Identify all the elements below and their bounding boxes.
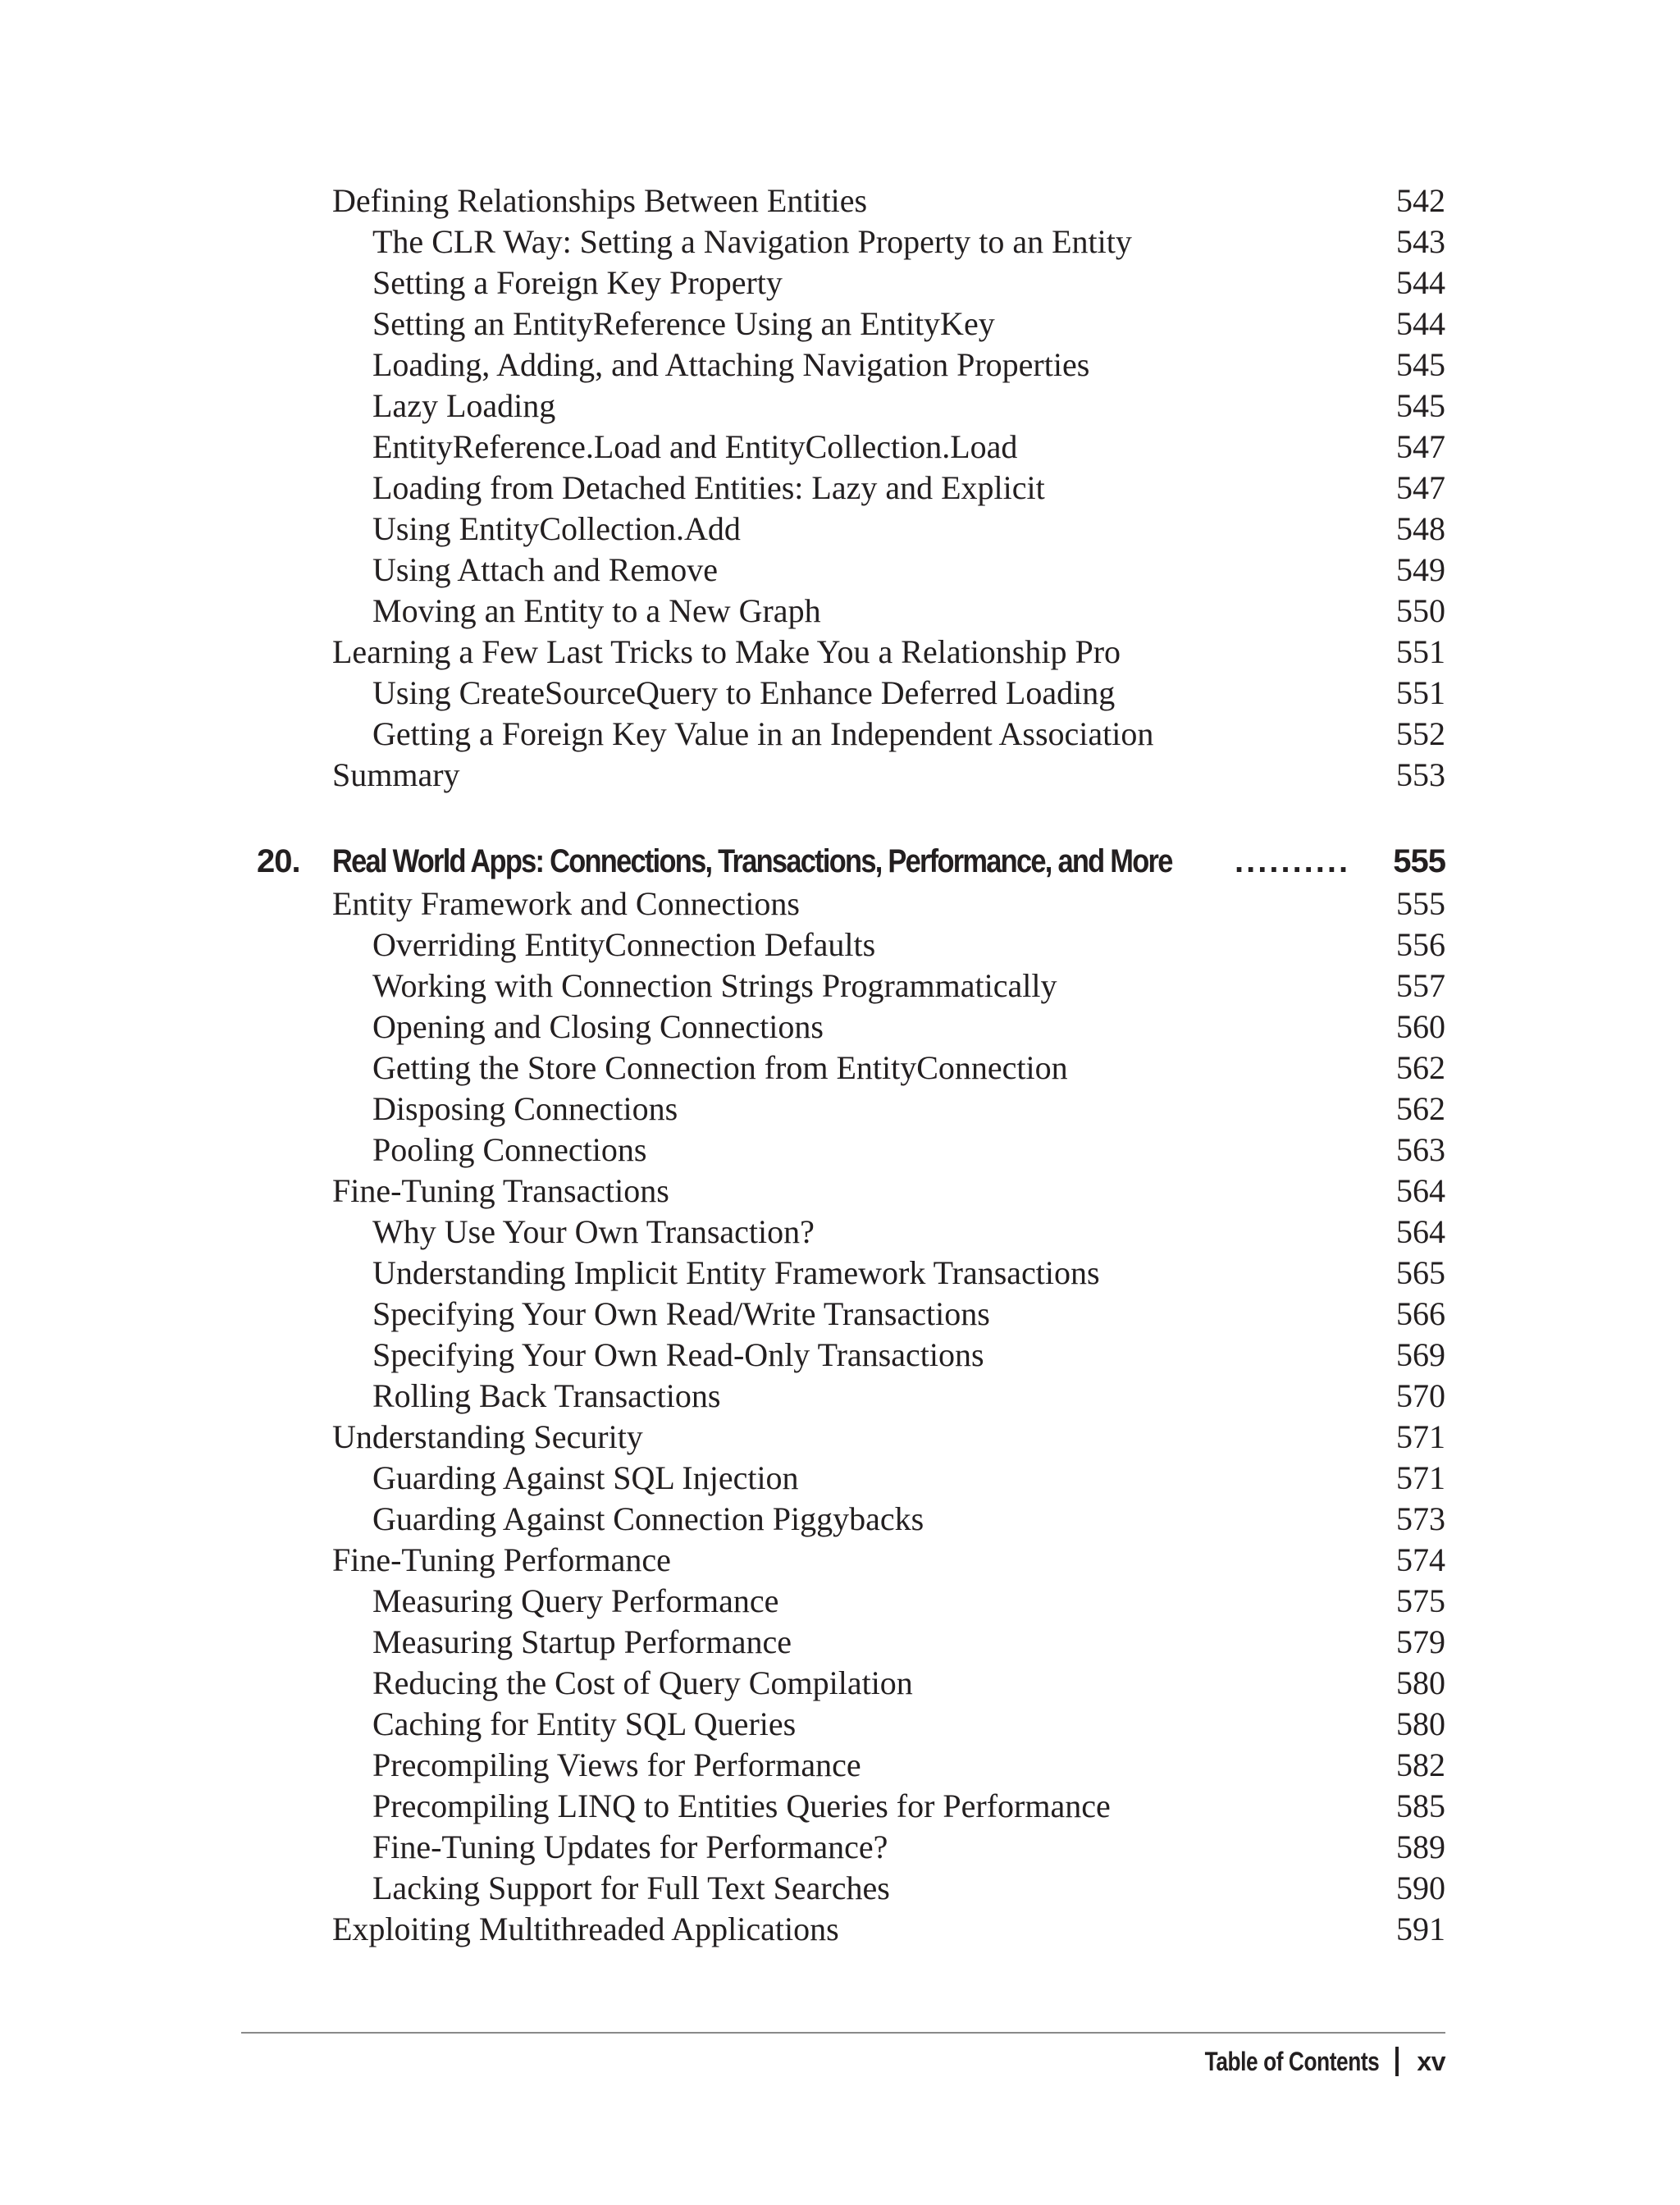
toc-entry-title: The CLR Way: Setting a Navigation Property to an Entity (372, 223, 1132, 260)
toc-entry-page: 571 (1396, 1459, 1445, 1496)
toc-entry-title: Caching for Entity SQL Queries (372, 1705, 797, 1742)
toc-entry-page: 580 (1396, 1664, 1445, 1701)
toc-entry[interactable] (0, 1417, 1680, 1458)
toc-entry-title: Loading from Detached Entities: Lazy and Explicit (372, 469, 1045, 506)
toc-entry-page: 589 (1396, 1828, 1445, 1865)
toc-section-a (0, 180, 1680, 796)
toc-entry-title: Overriding EntityConnection Defaults (372, 926, 876, 963)
chapter-heading (0, 838, 1680, 884)
toc-entry[interactable] (0, 262, 1680, 304)
toc-entry-title: Fine-Tuning Transactions (332, 1172, 669, 1209)
toc-entry-page: 543 (1396, 223, 1445, 260)
toc-entry-title: Getting the Store Connection from EntityConnection (372, 1049, 1068, 1086)
toc-entry-page: 553 (1396, 756, 1445, 793)
toc-entry-title: Exploiting Multithreaded Applications (332, 1911, 839, 1947)
toc-entry-page: 544 (1396, 264, 1445, 301)
toc-entry[interactable] (0, 1048, 1680, 1089)
toc-entry-page: 566 (1396, 1295, 1445, 1332)
toc-entry-title: Disposing Connections (372, 1090, 678, 1127)
toc-entry-page: 591 (1396, 1911, 1445, 1947)
toc-entry[interactable] (0, 966, 1680, 1007)
toc-entry[interactable] (0, 632, 1680, 673)
toc-entry-page: 550 (1396, 592, 1445, 629)
toc-entry-page: 565 (1396, 1254, 1445, 1291)
toc-entry-page: 547 (1396, 428, 1445, 465)
toc-entry-title: Using CreateSourceQuery to Enhance Deferred Loading (372, 674, 1116, 711)
toc-entry[interactable] (0, 591, 1680, 632)
toc-entry-title: EntityReference.Load and EntityCollection.Load (372, 428, 1018, 465)
toc-entry-title: Measuring Query Performance (372, 1582, 779, 1619)
toc-entry[interactable] (0, 1212, 1680, 1253)
toc-entry-title: Fine-Tuning Performance (332, 1541, 671, 1578)
toc-entry[interactable] (0, 1253, 1680, 1294)
toc-entry-page: 545 (1396, 346, 1445, 383)
toc-entry-title: Loading, Adding, and Attaching Navigation Properties (372, 346, 1090, 383)
toc-entry-page: 573 (1396, 1500, 1445, 1537)
toc-entry-title: Opening and Closing Connections (372, 1008, 824, 1045)
toc-entry[interactable] (0, 1458, 1680, 1499)
toc-entry[interactable] (0, 755, 1680, 796)
toc-entry[interactable] (0, 1130, 1680, 1171)
toc-entry-page: 547 (1396, 469, 1445, 506)
toc-entry[interactable] (0, 1171, 1680, 1212)
toc-entry-page: 571 (1396, 1418, 1445, 1455)
toc-entry[interactable] (0, 221, 1680, 262)
toc-entry[interactable] (0, 386, 1680, 427)
toc-section-b (0, 883, 1680, 1950)
toc-entry-page: 564 (1396, 1172, 1445, 1209)
toc-entry[interactable] (0, 304, 1680, 345)
running-footer (1166, 2041, 1445, 2082)
toc-entry-title: Understanding Implicit Entity Framework Transactions (372, 1254, 1100, 1291)
toc-entry-title: Using EntityCollection.Add (372, 510, 741, 547)
footer-page-number: xv (1417, 2047, 1445, 2076)
toc-entry-title: Setting a Foreign Key Property (372, 264, 783, 301)
toc-entry-title: Measuring Startup Performance (372, 1623, 792, 1660)
toc-entry-page: 551 (1396, 674, 1445, 711)
toc-entry[interactable] (0, 883, 1680, 924)
toc-entry-page: 557 (1396, 967, 1445, 1004)
toc-entry-page: 548 (1396, 510, 1445, 547)
toc-entry[interactable] (0, 924, 1680, 966)
toc-entry-page: 562 (1396, 1090, 1445, 1127)
toc-entry-page: 575 (1396, 1582, 1445, 1619)
toc-entry-title: Lazy Loading (372, 387, 556, 424)
toc-entry-title: Fine-Tuning Updates for Performance? (372, 1828, 888, 1865)
toc-entry-title: Guarding Against SQL Injection (372, 1459, 799, 1496)
toc-entry[interactable] (0, 1786, 1680, 1827)
toc-entry[interactable] (0, 1540, 1680, 1581)
toc-entry[interactable] (0, 1663, 1680, 1704)
toc-entry[interactable] (0, 1745, 1680, 1786)
toc-entry[interactable] (0, 1704, 1680, 1745)
toc-entry-title: Summary (332, 756, 460, 793)
toc-entry-page: 580 (1396, 1705, 1445, 1742)
toc-entry[interactable] (0, 1335, 1680, 1376)
toc-entry-page: 560 (1396, 1008, 1445, 1045)
toc-entry-title: Guarding Against Connection Piggybacks (372, 1500, 924, 1537)
toc-entry-title: Why Use Your Own Transaction? (372, 1213, 815, 1250)
toc-entry-title: Reducing the Cost of Query Compilation (372, 1664, 913, 1701)
toc-entry[interactable] (0, 180, 1680, 221)
toc-entry-page: 569 (1396, 1336, 1445, 1373)
toc-entry[interactable] (0, 1909, 1680, 1950)
chapter-leader-dots: .......... (1235, 843, 1351, 879)
footer-divider (241, 2032, 1445, 2034)
toc-entry[interactable] (0, 509, 1680, 550)
toc-entry[interactable] (0, 1622, 1680, 1663)
toc-entry-page: 544 (1396, 305, 1445, 342)
toc-entry[interactable] (0, 1007, 1680, 1048)
toc-entry-page: 542 (1396, 182, 1445, 219)
toc-entry-title: Precompiling LINQ to Entities Queries for Performance (372, 1787, 1111, 1824)
toc-entry-title: Using Attach and Remove (372, 551, 719, 588)
toc-entry-page: 585 (1396, 1787, 1445, 1824)
toc-entry-page: 555 (1396, 885, 1445, 922)
chapter-page-number: 555 (1393, 843, 1445, 879)
toc-entry-title: Setting an EntityReference Using an EntityKey (372, 305, 995, 342)
toc-entry-page: 579 (1396, 1623, 1445, 1660)
toc-entry-page: 563 (1396, 1131, 1445, 1168)
footer-separator (1395, 2047, 1399, 2076)
toc-entry-title: Working with Connection Strings Programmatically (372, 967, 1057, 1004)
toc-entry[interactable] (0, 1827, 1680, 1868)
toc-entry[interactable] (0, 550, 1680, 591)
toc-entry[interactable] (0, 1089, 1680, 1130)
toc-entry-title: Specifying Your Own Read/Write Transactions (372, 1295, 990, 1332)
toc-entry-page: 590 (1396, 1869, 1445, 1906)
toc-entry-title: Learning a Few Last Tricks to Make You a Relationship Pro (332, 633, 1121, 670)
toc-entry[interactable] (0, 1868, 1680, 1909)
toc-entry-page: 556 (1396, 926, 1445, 963)
toc-entry-title: Pooling Connections (372, 1131, 647, 1168)
toc-entry-title: Rolling Back Transactions (372, 1377, 721, 1414)
toc-entry-page: 552 (1396, 715, 1445, 752)
chapter-title: Real World Apps: Connections, Transactions, Performance, and More (332, 843, 1172, 879)
footer-label: Table of Contents (1204, 2047, 1380, 2076)
toc-entry-page: 549 (1396, 551, 1445, 588)
toc-entry-page: 582 (1396, 1746, 1445, 1783)
toc-entry[interactable] (0, 673, 1680, 714)
toc-entry-title: Specifying Your Own Read-Only Transactions (372, 1336, 984, 1373)
toc-entry[interactable] (0, 1376, 1680, 1417)
toc-entry[interactable] (0, 427, 1680, 468)
toc-entry-page: 570 (1396, 1377, 1445, 1414)
toc-entry-title: Precompiling Views for Performance (372, 1746, 861, 1783)
toc-entry-page: 574 (1396, 1541, 1445, 1578)
toc-entry-page: 545 (1396, 387, 1445, 424)
toc-entry-page: 564 (1396, 1213, 1445, 1250)
toc-entry[interactable] (0, 345, 1680, 386)
chapter-number: 20. (257, 843, 300, 879)
toc-entry-title: Entity Framework and Connections (332, 885, 800, 922)
toc-entry[interactable] (0, 1581, 1680, 1622)
toc-entry[interactable] (0, 714, 1680, 755)
toc-entry[interactable] (0, 1294, 1680, 1335)
toc-entry[interactable] (0, 1499, 1680, 1540)
toc-entry[interactable] (0, 468, 1680, 509)
toc-entry-title: Lacking Support for Full Text Searches (372, 1869, 890, 1906)
toc-entry-title: Understanding Security (332, 1418, 643, 1455)
toc-entry-page: 562 (1396, 1049, 1445, 1086)
toc-entry-title: Defining Relationships Between Entities (332, 182, 868, 219)
toc-entry-title: Moving an Entity to a New Graph (372, 592, 821, 629)
toc-entry-page: 551 (1396, 633, 1445, 670)
toc-entry-title: Getting a Foreign Key Value in an Independent Association (372, 715, 1154, 752)
